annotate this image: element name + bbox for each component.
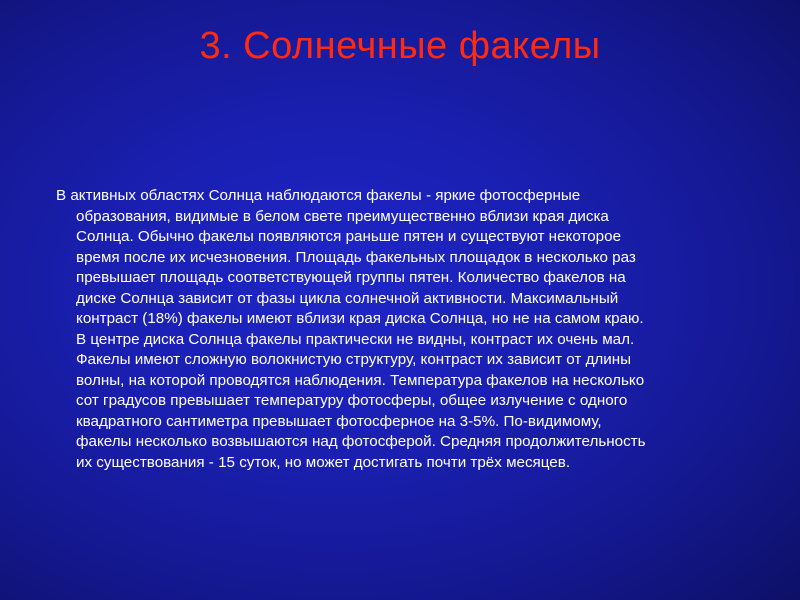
body-line-7: контраст (18%) факелы имеют вблизи края диска Солнца, но не на самом краю. bbox=[76, 310, 644, 327]
body-line-4: время после их исчезновения. Площадь факельных площадок в несколько раз bbox=[76, 248, 636, 266]
body-line-2: образования, видимые в белом свете преимущественно вблизи края диска bbox=[76, 207, 609, 225]
body-line-9: Факелы имеют сложную волокнистую структуру, контраст их зависит от длины bbox=[76, 351, 632, 368]
body-line-6: диске Солнца зависит от фазы цикла солнечной активности. Максимальный bbox=[76, 289, 619, 307]
body-line-3: Солнца. Обычно факелы появляются раньше пятен и существуют некоторое bbox=[76, 228, 622, 245]
body-line-8: В центре диска Солнца факелы практически не видны, контраст их очень мал. bbox=[76, 330, 635, 348]
body-line-13: факелы несколько возвышаются над фотосферой. Средняя продолжительность bbox=[76, 433, 646, 450]
body-line-14: их существования - 15 суток, но может достигать почти трёх месяцев. bbox=[76, 453, 571, 471]
body-line-5: превышает площадь соответствующей группы пятен. Количество факелов на bbox=[76, 269, 626, 286]
slide-body bbox=[56, 186, 748, 473]
slide-title: 3. Солнечные факелы bbox=[199, 25, 601, 67]
body-line-11: сот градусов превышает температуру фотосферы, общее излучение с одного bbox=[76, 392, 628, 409]
body-line-1: В активных областях Солнца наблюдаются факелы - яркие фотосферные bbox=[56, 187, 581, 204]
body-line-12: квадратного сантиметра превышает фотосферное на 3-5%. По-видимому, bbox=[76, 412, 602, 430]
body-line-10: волны, на которой проводятся наблюдения. Температура факелов на несколько bbox=[76, 371, 645, 389]
